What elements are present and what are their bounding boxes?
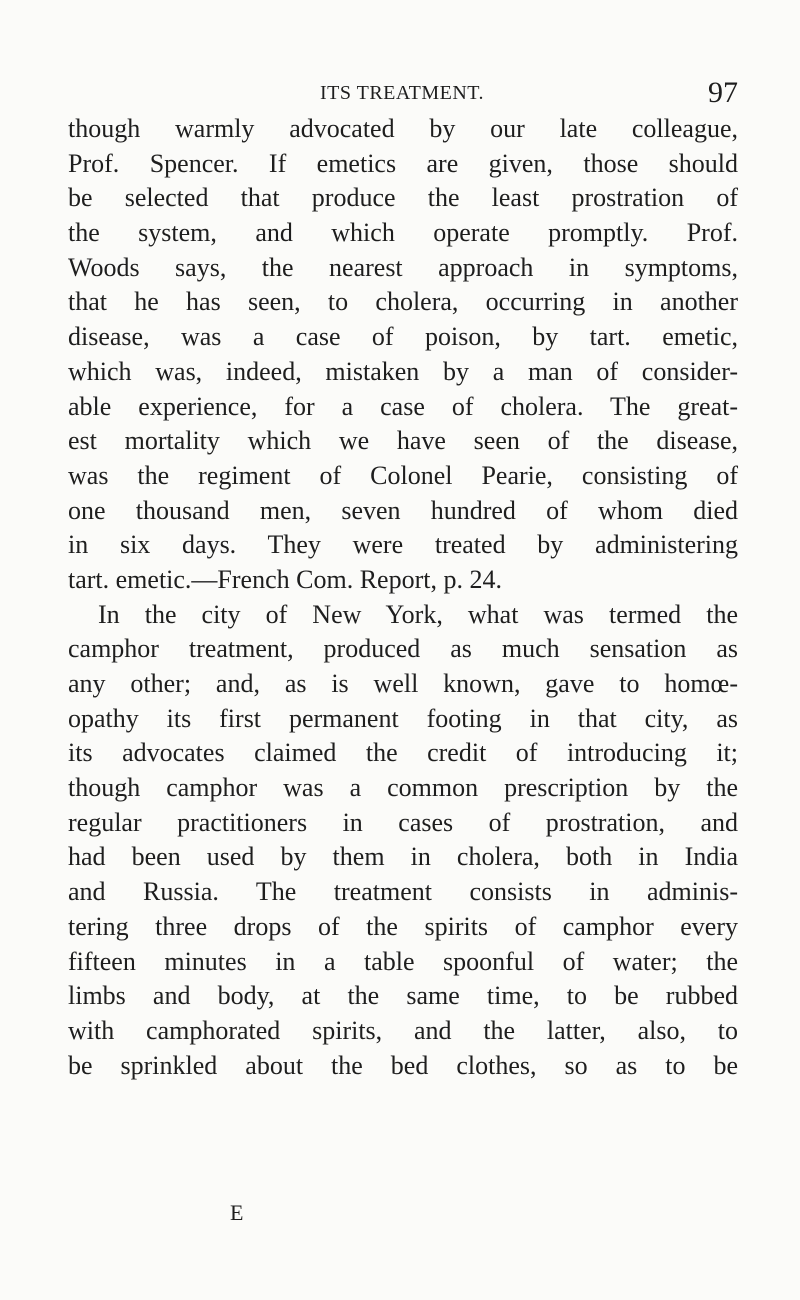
text-line: had been used by them in cholera, both in India [68, 842, 738, 872]
text-line: though warmly advocated by our late colleague, [68, 114, 738, 143]
text-line: which was, indeed, mistaken by a man of consider- [68, 356, 738, 386]
text-line: any other; and, as is well known, gave to homœ- [68, 669, 738, 698]
text-line: the system, and which operate promptly. Prof. [68, 218, 738, 248]
text-line: camphor treatment, produced as much sensation as [68, 634, 738, 664]
text-line: was the regiment of Colonel Pearie, consisting of [68, 460, 738, 490]
text-line: be selected that produce the least prostration of [68, 183, 738, 213]
text-line: Woods says, the nearest approach in symptoms, [68, 252, 738, 282]
page-number: 97 [708, 76, 738, 109]
text-line: tart. emetic.—French Com. Report, p. 24. [68, 564, 502, 594]
text-line: be sprinkled about the bed clothes, so as to be [68, 1050, 738, 1080]
text-line: tering three drops of the spirits of camphor every [68, 911, 738, 941]
body-text [68, 112, 738, 1083]
text-line: and Russia. The treatment consists in adminis- [68, 877, 738, 907]
text-line: fifteen minutes in a table spoonful of water; the [68, 946, 738, 976]
text-line: opathy its first permanent footing in that city, as [68, 703, 738, 733]
text-line: Prof. Spencer. If emetics are given, those should [68, 148, 738, 178]
text-line: est mortality which we have seen of the disease, [68, 426, 738, 456]
text-line: though camphor was a common prescription by the [68, 773, 738, 803]
running-title: ITS TREATMENT. [319, 82, 485, 104]
text-line: disease, was a case of poison, by tart. emetic, [68, 322, 738, 352]
signature-mark: E [230, 1200, 244, 1225]
text-line: In the city of New York, what was termed the [98, 599, 738, 629]
text-line: able experience, for a case of cholera. The great- [68, 391, 738, 421]
text-line: with camphorated spirits, and the latter, also, to [68, 1015, 738, 1045]
text-line: limbs and body, at the same time, to be rubbed [68, 981, 738, 1011]
text-line: that he has seen, to cholera, occurring in another [68, 287, 738, 317]
text-line: regular practitioners in cases of prostration, and [68, 807, 738, 837]
text-line: one thousand men, seven hundred of whom died [68, 495, 738, 525]
running-head [66, 76, 738, 112]
text-line: its advocates claimed the credit of introducing it; [68, 738, 738, 768]
text-line: in six days. They were treated by administering [68, 530, 738, 560]
